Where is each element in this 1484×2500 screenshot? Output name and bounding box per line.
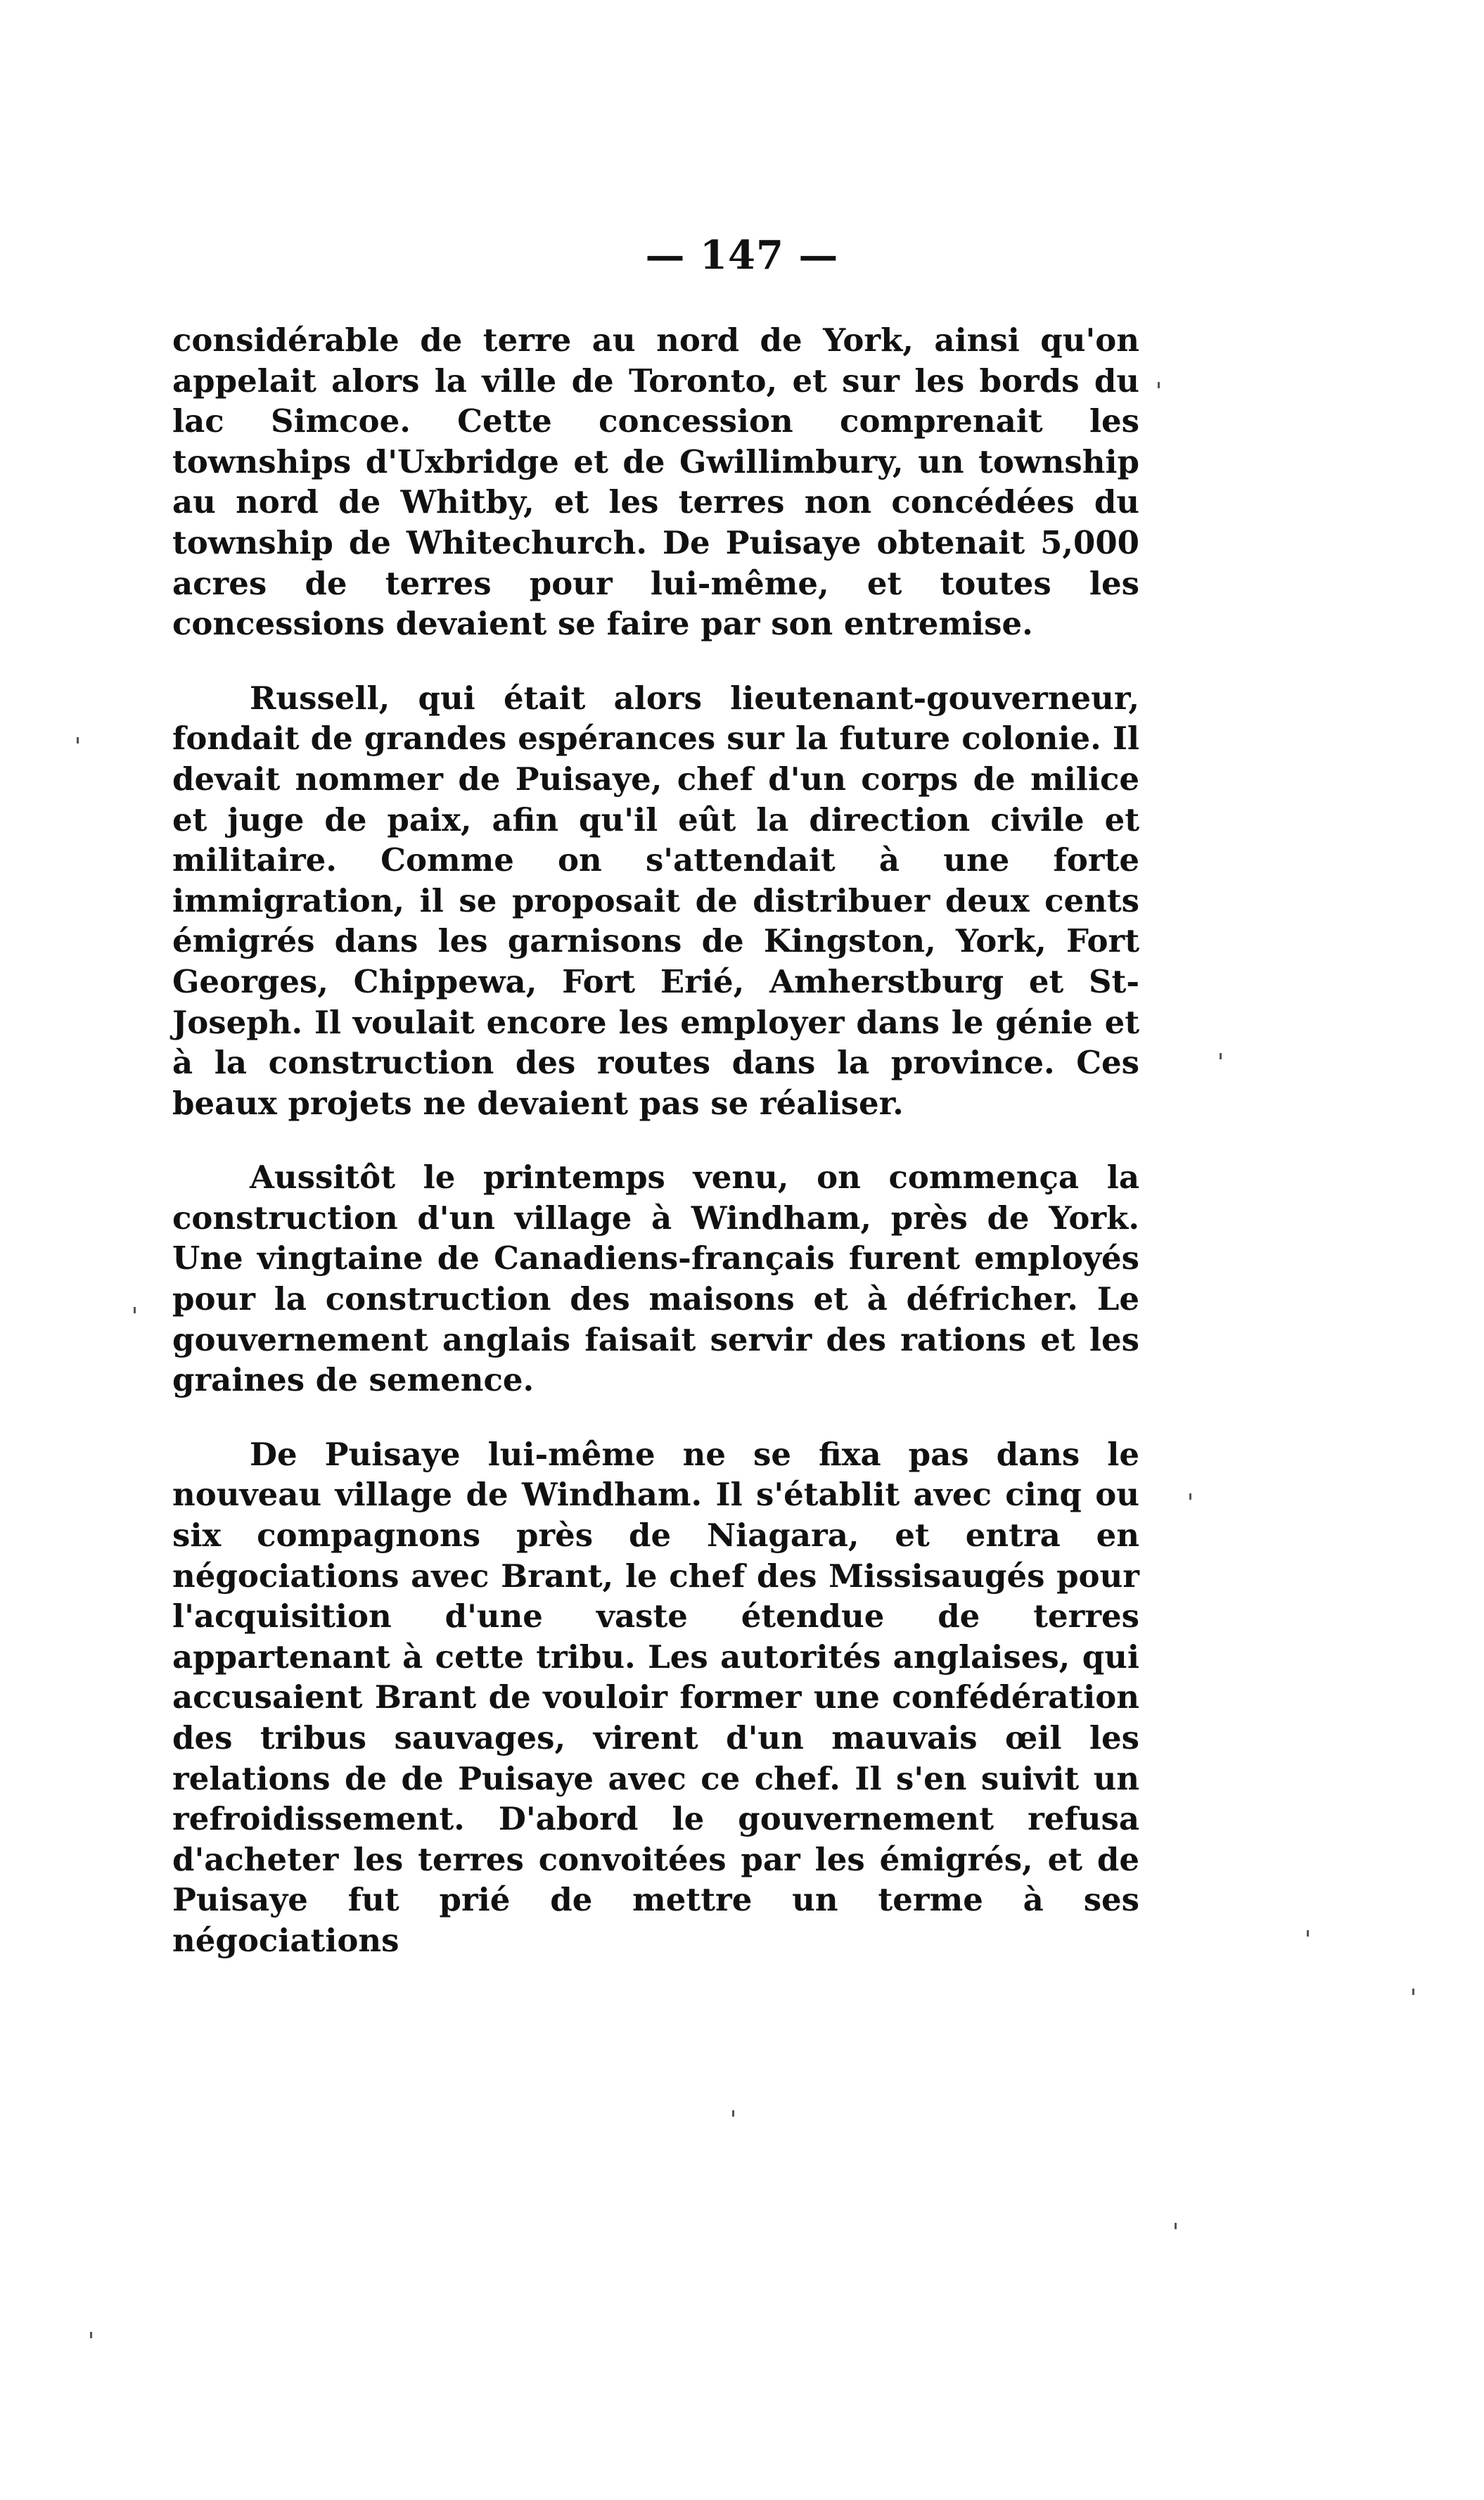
- paragraph-3: Aussitôt le printemps venu, on commença la construction d'un village à Windham, près de York. Une vingtaine de Canadiens-français furent employés pour la construction des maisons et à défricher. Le gouvernement anglais faisait servir des rations et les graines de semence.: [172, 1159, 1139, 1399]
- paragraph-4: De Puisaye lui-même ne se fixa pas dans le nouveau village de Windham. Il s'établit avec cinq ou six compagnons près de Niagara, et entra en négociations avec Brant, le chef des Missisaugés pour l'acquisition d'une vaste étendue de terres appartenant à cette tribu. Les autorités anglaises, qui accusaient Brant de vouloir former une confédération des tribus sauvages, virent d'un mauvais œil les relations de de Puisaye avec ce chef. Il s'en suivit un refroidissement. D'abord le gouvernement refusa d'acheter les terres convoitées par les émigrés, et de Puisaye fut prié de mettre un terme à ses négociations: [172, 1435, 1139, 1959]
- scan-speck: [1412, 1989, 1414, 1995]
- scan-speck: [1158, 382, 1160, 388]
- page-number: — 147 —: [645, 232, 839, 279]
- scan-speck: [90, 2332, 92, 2338]
- paragraph-2: Russell, qui était alors lieutenant-gouverneur, fondait de grandes espérances sur la future colonie. Il devait nommer de Puisaye, chef d'un corps de milice et juge de paix, afin qu'il eût la direction civile et militaire. Comme on s'attendait à une forte immigration, il se proposait de distribuer deux cents émigrés dans les garnisons de Kingston, York, Fort Georges, Chippewa, Fort Erié, Amherstburg et St-Joseph. Il voulait encore les employer dans le génie et à la construction des routes dans la province. Ces beaux projets ne devaient pas se réaliser.: [172, 679, 1139, 1122]
- scan-speck: [77, 737, 79, 744]
- body-text: [172, 320, 1139, 1961]
- paragraph-1: considérable de terre au nord de York, ainsi qu'on appelait alors la ville de Toronto, et sur les bords du lac Simcoe. Cette concession comprenait les townships d'Uxbridge et de Gwillimbury, un township au nord de Whitby, et les terres non concédées du township de Whitechurch. De Puisaye obtenait 5,000 acres de terres pour lui-même, et toutes les concessions devaient se faire par son entremise.: [172, 321, 1139, 643]
- scan-speck: [1189, 1493, 1191, 1500]
- scan-speck: [1220, 1053, 1222, 1059]
- scan-speck: [732, 2110, 734, 2117]
- scan-speck: [134, 1307, 136, 1313]
- scan-speck: [1175, 2223, 1177, 2229]
- scan-speck: [1307, 1930, 1309, 1937]
